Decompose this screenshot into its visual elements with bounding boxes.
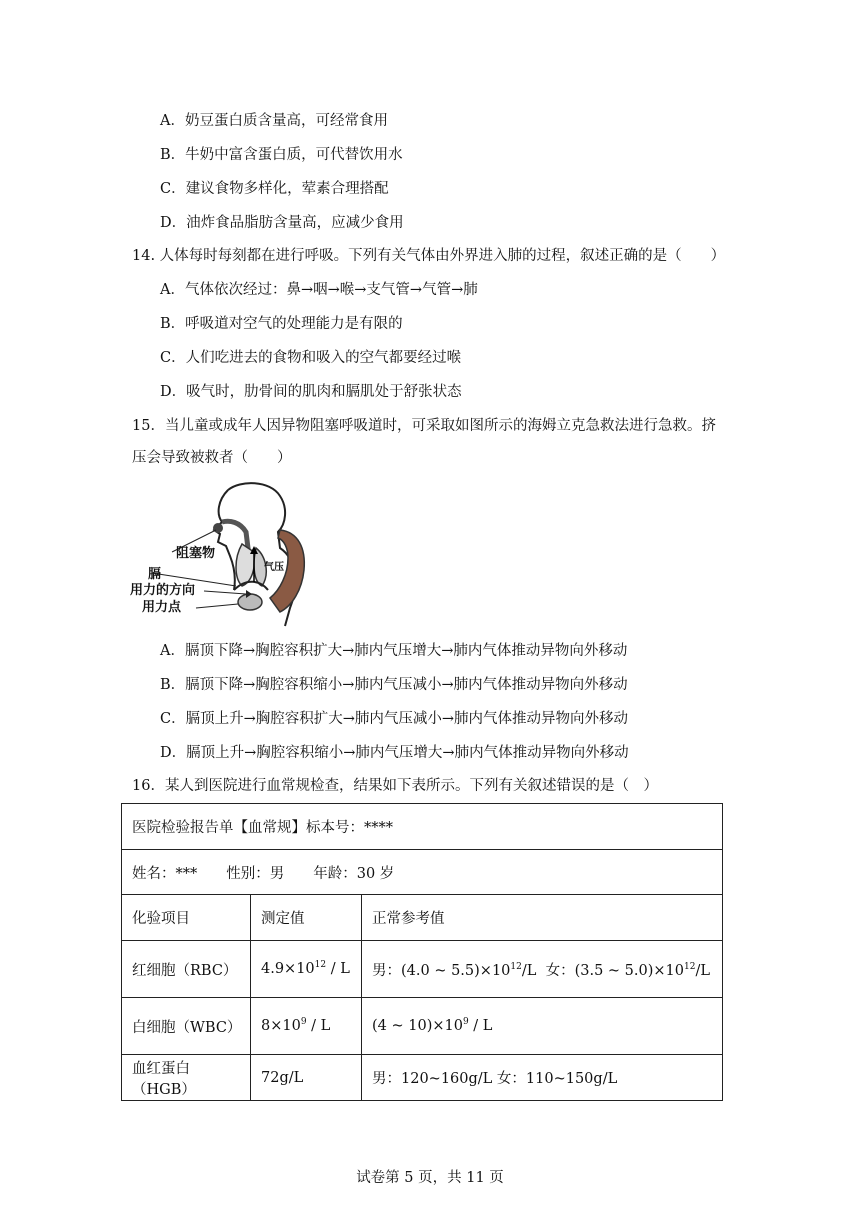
q15-stem-line1: 15．当儿童或成年人因异物阻塞呼吸道时，可采取如图所示的海姆立克急救法进行急救。挤 <box>132 418 716 434</box>
q14-option-c: C．人们吃进去的食物和吸入的空气都要经过喉 <box>160 350 462 366</box>
wbc-item: 白细胞（WBC） <box>122 998 251 1055</box>
rbc-value: $4.9\times 10^{12} / L$ <box>251 941 362 998</box>
q15-stem-line2: 压会导致被救者（ ） <box>132 450 292 466</box>
hgb-value: 72g/L <box>251 1055 362 1101</box>
header-reference: 正常参考值 <box>362 895 723 941</box>
label-force-point: 用力点 <box>142 600 182 615</box>
q13-option-d: D．油炸食品脂肪含量高，应减少食用 <box>160 215 404 231</box>
table-title: 医院检验报告单【血常规】标本号：**** <box>122 804 723 850</box>
wbc-reference: (4 ~ $10)\times 10^9 / L$ <box>362 998 723 1055</box>
table-row <box>122 1055 723 1101</box>
patient-info: 姓名：*** 性别：男 年龄：30 岁 <box>122 850 723 895</box>
q14-option-b: B．呼吸道对空气的处理能力是有限的 <box>160 316 403 332</box>
rbc-item: 红细胞（RBC） <box>122 941 251 998</box>
q13-option-a: A．奶豆蛋白质含量高，可经常食用 <box>160 113 388 129</box>
hgb-item: 血红蛋白（HGB） <box>122 1055 251 1101</box>
label-force-direction: 用力的方向 <box>130 583 196 598</box>
header-value: 测定值 <box>251 895 362 941</box>
header-item: 化验项目 <box>122 895 251 941</box>
table-row <box>122 998 723 1055</box>
q13-option-c: C．建议食物多样化，荤素合理搭配 <box>160 181 389 197</box>
q16-stem: 16．某人到医院进行血常规检查，结果如下表所示。下列有关叙述错误的是（ ） <box>132 778 658 794</box>
q14-stem: 14. 人体每时每刻都在进行呼吸。下列有关气体由外界进入肺的过程，叙述正确的是（ ） <box>132 248 726 264</box>
page-footer: 试卷第 5 页，共 11 页 <box>356 1170 504 1186</box>
blood-test-table <box>121 803 723 1101</box>
wbc-value: $8\times 10^9 / L$ <box>251 998 362 1055</box>
heimlich-figure <box>130 478 310 628</box>
table-row <box>122 941 723 998</box>
hgb-reference: 男：120~160g/L 女：110~150g/L <box>362 1055 723 1101</box>
label-obstruction: 阻塞物 <box>176 546 216 561</box>
q15-option-d: D．膈顶上升→胸腔容积缩小→肺内气压增大→肺内气体推动异物向外移动 <box>160 745 629 761</box>
rbc-reference: 男：(4.0 ~ $5.5)\times 10^{12}/L$ 女：(3.5 ~ $5.0)\times 10^{12}/L$ <box>362 941 723 998</box>
q15-option-c: C．膈顶上升→胸腔容积扩大→肺内气压减小→肺内气体推动异物向外移动 <box>160 711 629 727</box>
label-diaphragm: 膈 <box>148 567 162 582</box>
q15-option-b: B．膈顶下降→胸腔容积缩小→肺内气压减小→肺内气体推动异物向外移动 <box>160 677 628 693</box>
q15-option-a: A．膈顶下降→胸腔容积扩大→肺内气压增大→肺内气体推动异物向外移动 <box>160 643 628 659</box>
q13-option-b: B．牛奶中富含蛋白质，可代替饮用水 <box>160 147 403 163</box>
label-air-pressure: 气压 <box>264 562 284 573</box>
q14-option-a: A．气体依次经过：鼻→咽→喉→支气管→气管→肺 <box>160 282 478 298</box>
q14-option-d: D．吸气时，肋骨间的肌肉和膈肌处于舒张状态 <box>160 384 462 400</box>
